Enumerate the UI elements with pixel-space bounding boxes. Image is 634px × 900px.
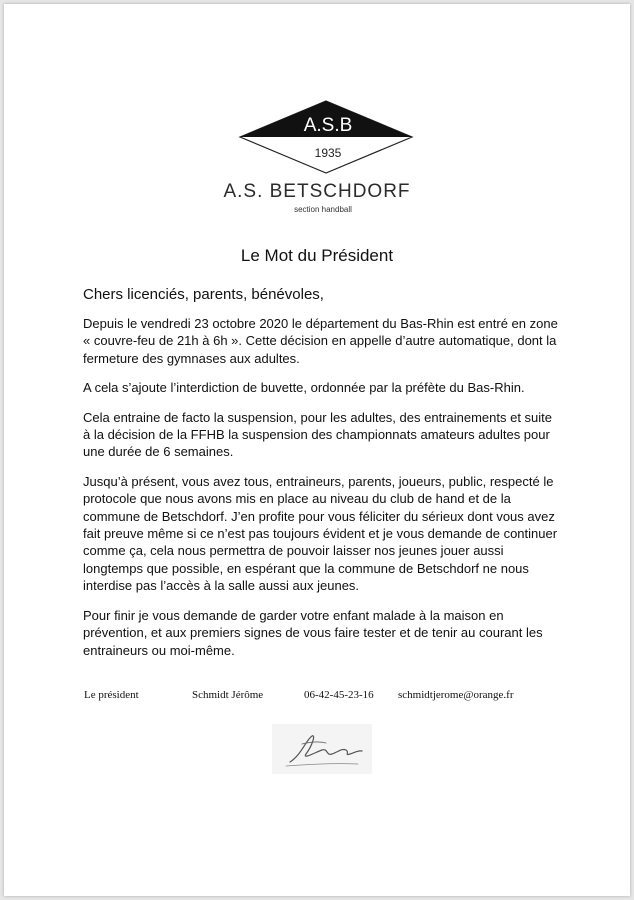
signer-phone: 06-42-45-23-16 — [304, 689, 374, 701]
paragraph: A cela s’ajoute l’interdiction de buvette, ordonnée par la préfète du Bas-Rhin. — [83, 380, 525, 396]
handwritten-signature — [272, 724, 372, 774]
club-name: A.S. BETSCHDORF — [223, 181, 411, 202]
letter-greeting: Chers licenciés, parents, bénévoles, — [83, 286, 324, 303]
signer-email: schmidtjerome@orange.fr — [398, 689, 514, 701]
club-section: section handball — [294, 205, 352, 214]
letter-page — [4, 4, 630, 896]
paragraph: Pour finir je vous demande de garder votre enfant malade à la maison en prévention, et aux premiers signes de vous faire tester et de tenir au courant les entraineurs ou moi-même. — [83, 607, 543, 658]
paragraph: Cela entraine de facto la suspension, pour les adultes, des entrainements et suite à la décision de la FFHB la suspension des championnats amateurs adultes pour une durée de 6 semaines. — [83, 409, 553, 460]
logo-initials: A.S.B — [303, 115, 353, 136]
letter-body — [83, 315, 561, 671]
paragraph: Jusqu’à présent, vous avez tous, entraineurs, parents, joueurs, public, respecté le protocole que nous avons mis en place au niveau du club de hand et de la commune de Betschdorf. J’en profite pour vous féliciter du sérieux dont vous avez fait preuve même si ce n’est pas toujours évident et je vous demande de continuer comme ça, cela nous permettra de pouvoir laisser nos jeunes jouer aussi longtemps que possible, en espérant que la commune de Betschdorf ne nous interdise pas l’accès à la salle aussi aux jeunes. — [83, 473, 558, 594]
letter-title: Le Mot du Président — [240, 246, 394, 265]
paragraph: Depuis le vendredi 23 octobre 2020 le département du Bas-Rhin est entré en zone « couvre-feu de 21h à 6h ». Cette décision en appelle d’autre automatique, dont la fermeture des gymnases aux adultes. — [83, 316, 558, 366]
signer-name: Schmidt Jérôme — [192, 689, 264, 701]
logo-year: 1935 — [314, 146, 342, 160]
signer-role: Le président — [84, 689, 139, 701]
club-logo — [238, 99, 414, 177]
